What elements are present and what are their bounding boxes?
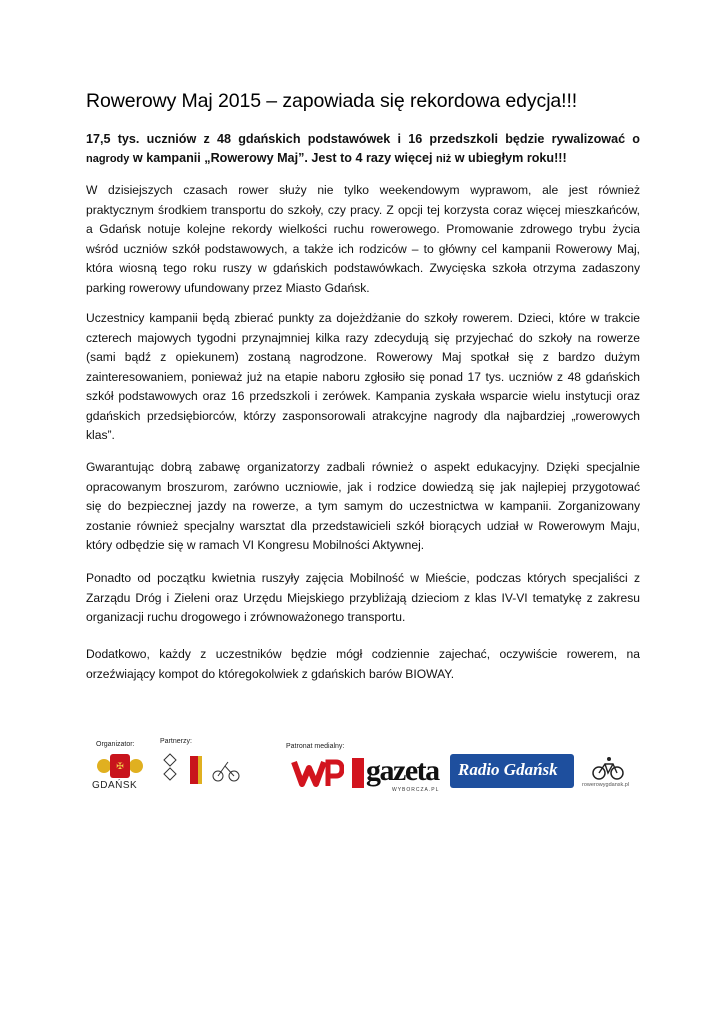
paragraph-line: która wiosną tego roku ruszy w gdańskich podstawówkach. Zwycięska szkoła otrzyma zadaszony xyxy=(86,261,640,275)
radio-gdansk-logo: Radio Gdańsk xyxy=(450,754,574,788)
organizer-name: GDAŃSK xyxy=(92,780,138,791)
paragraph-line: parking rowerowy ufundowany przez Miasto Gdańsk. xyxy=(86,280,370,295)
bicycle-icon xyxy=(592,756,624,780)
paragraph-line: (sami bądź z opiekunem) zostaną nagrodzone. Rowerowy Maj spotkał się z bardzo dużym xyxy=(86,350,640,364)
paragraph-line: który odbędzie się w ramach VI Kongresu Mobilności Aktywnej. xyxy=(86,538,425,552)
logo-strip xyxy=(86,738,646,798)
lead-paragraph xyxy=(86,130,640,169)
paragraph-line: Dodatkowo, każdy z uczestników będzie mógł codziennie zajechać, oczywiście rowerem, na xyxy=(86,647,640,661)
paragraph-line: Ponadto od początku kwietnia ruszyły zajęcia Mobilność w Mieście, podczas których specjaliści z xyxy=(86,571,640,585)
gazeta-logo: gazeta WYBORCZA.PL xyxy=(352,754,442,794)
paragraph-5 xyxy=(86,645,640,684)
page-title: Rowerowy Maj 2015 – zapowiada się rekordowa edycja!!! xyxy=(86,90,578,112)
paragraph-line: praktycznym środkiem transportu do szkoły, czy pracy. Z opcji tej korzysta coraz więcej mieszkańców, xyxy=(86,202,640,217)
lead-line-1: 17,5 tys. uczniów z 48 gdańskich podstawówek i 16 przedszkoli będzie rywalizować o xyxy=(86,132,640,146)
paragraph-line: klas”. xyxy=(86,428,115,442)
lead-line-2: nagrody w kampanii „Rowerowy Maj”. Jest to 4 razy więcej niż w ubiegłym roku!!! xyxy=(86,151,567,165)
paragraph-line: zostanie również specjalny warsztat dla przedstawicieli szkół biorących udział w Rowerowym Maju, xyxy=(86,518,640,533)
rowerowy-gdansk-url: rowerowygdansk.pl xyxy=(582,782,630,788)
paragraph-line: Uczestnicy kampanii będą zbierać punkty za dojeżdżanie do szkoły rowerem. Dzieci, które w trakcie xyxy=(86,311,640,325)
organizer-label: Organizator: xyxy=(96,741,135,748)
paragraph-2 xyxy=(86,309,640,446)
paragraph-line: się do bezpiecznej jazdy na rowerze, a tym samym do uczestnictwa w kampanii. Zorganizowany xyxy=(86,499,640,513)
paragraph-line: opracowanym broszurom, zarówno uczniowie, jak i rodzice dowiedzą się jak najlepiej przygotować xyxy=(86,479,640,494)
paragraph-4 xyxy=(86,569,640,628)
paragraph-3 xyxy=(86,458,640,556)
partner-logos xyxy=(160,750,250,790)
media-patron-label: Patronat medialny: xyxy=(286,743,345,750)
paragraph-line: a Gdańsk notuje kolejne rekordy wielkości ruchu rowerowego. Promowanie zdrowego trybu życia xyxy=(86,222,640,236)
wp-logo xyxy=(290,756,344,790)
paragraph-1 xyxy=(86,181,640,298)
paragraph-line: W dzisiejszych czasach rower służy nie tylko weekendowym wyprawom, ale jest również xyxy=(86,183,640,197)
paragraph-line: zainteresowaniem, ponieważ już na etapie naboru zgłosiło się ponad 17 tys. uczniów z 48 gdańskich xyxy=(86,369,640,384)
paragraph-line: organizacji ruchu drogowego i zrównoważonego transportu. xyxy=(86,610,406,624)
paragraph-line: Zarządu Dróg i Zieleni oraz Urzędu Miejskiego przybliżają dzieciom z klas IV-VI tematykę z zakresu xyxy=(86,590,640,605)
partners-label: Partnerzy: xyxy=(160,738,192,745)
svg-text:✠: ✠ xyxy=(116,762,124,772)
paragraph-line: czterech majowych tygodni przynajmniej kilka razy zdecydują się przyjechać do szkoły na rowerze xyxy=(86,330,640,345)
gdansk-coat-of-arms-logo xyxy=(94,750,146,780)
paragraph-line: gdańskich przedsiębiorców, którzy zasponsorowali atrakcyjne nagrody dla najbardziej „rowerowych xyxy=(86,408,640,423)
paragraph-line: wśród uczniów szkół podstawowych, a także ich rodziców – to główny cel kampanii Rowerowy Maj, xyxy=(86,241,640,256)
paragraph-line: szkół podstawowych oraz 16 przedszkoli i zerówek. Kampania zyskała wsparcie wielu instytucji oraz xyxy=(86,389,640,403)
paragraph-line: orzeźwiający kompot do któregokolwiek z gdańskich barów BIOWAY. xyxy=(86,666,455,681)
paragraph-line: Gwarantując dobrą zabawę organizatorzy zadbali również o aspekt edukacyjny. Dzięki specjalnie xyxy=(86,460,640,474)
